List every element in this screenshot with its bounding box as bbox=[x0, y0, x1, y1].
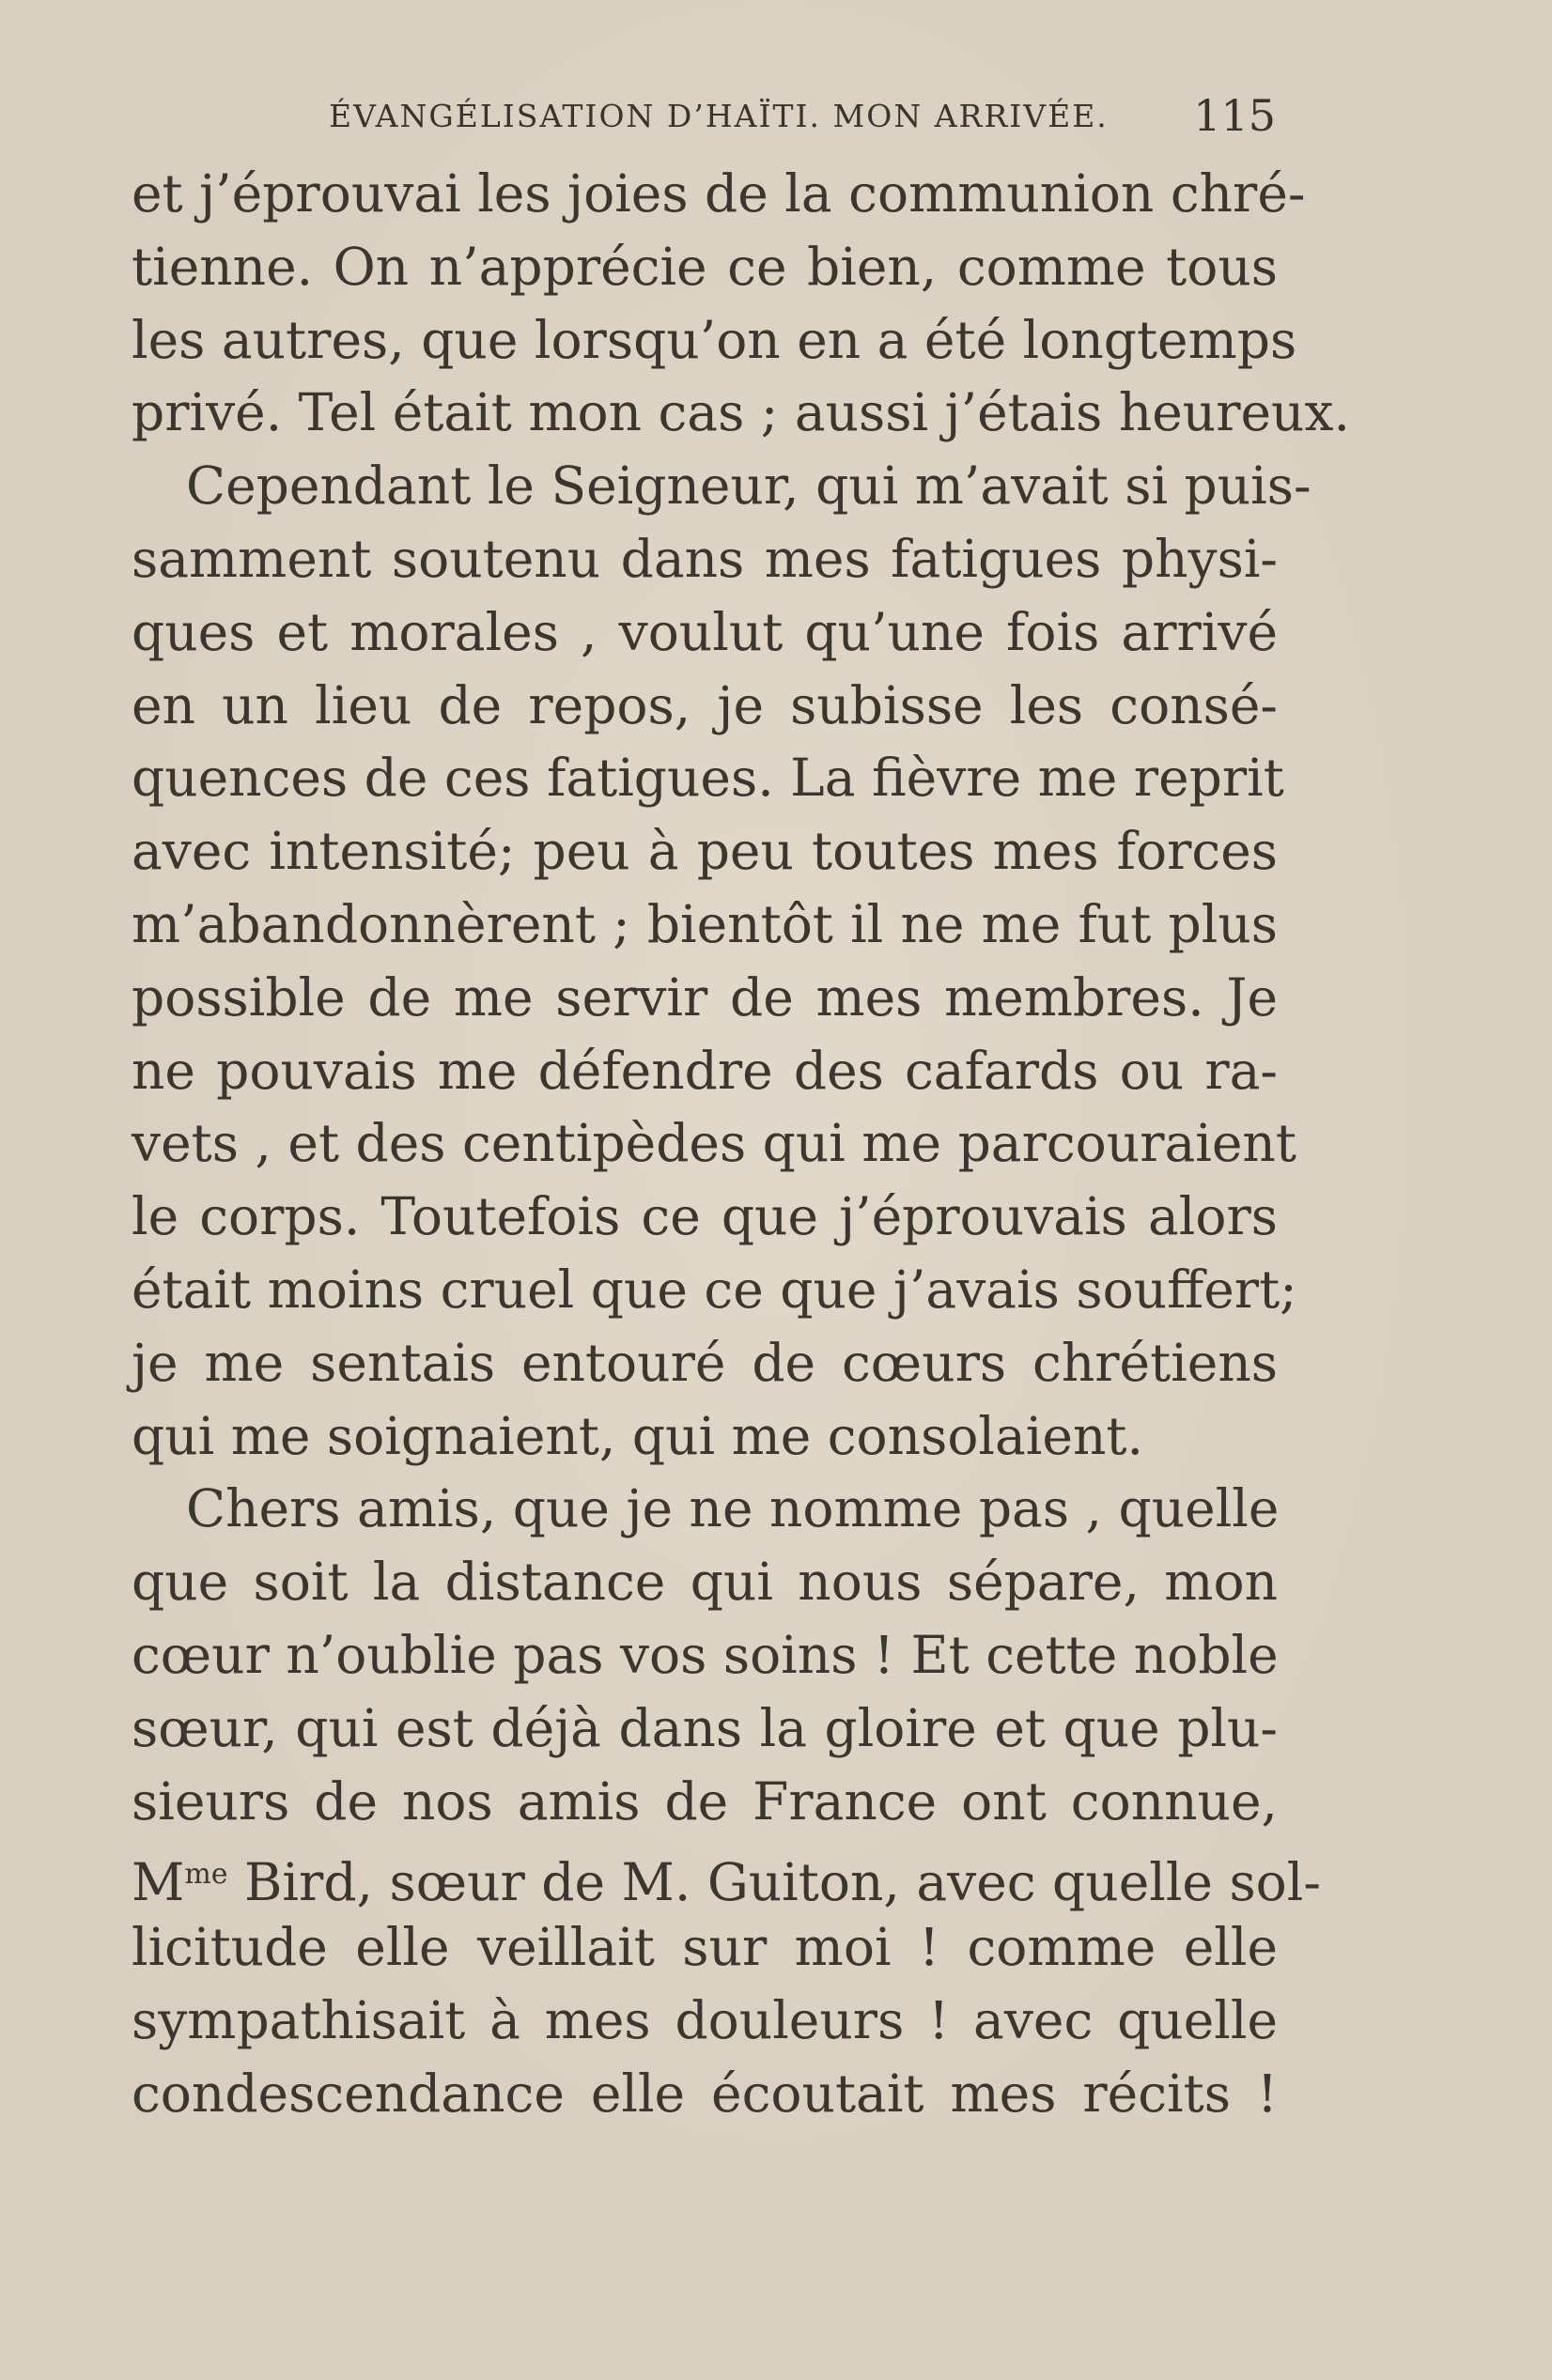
text-line: je me sentais entouré de cœurs chrétiens bbox=[132, 1332, 1278, 1393]
text-line: les autres, que lorsqu’on en a été longtemps bbox=[132, 309, 1297, 370]
text-line: ques et morales , voulut qu’une fois arrivé bbox=[132, 601, 1278, 662]
abbrev-superscript: me bbox=[184, 1858, 228, 1892]
text-line: possible de me servir de mes membres. Je bbox=[132, 966, 1278, 1028]
text-line: tienne. On n’apprécie ce bien, comme tous bbox=[132, 236, 1278, 297]
text-line: et j’éprouvai les joies de la communion chré- bbox=[132, 163, 1306, 224]
text-line: samment soutenu dans mes fatigues physi- bbox=[132, 528, 1278, 589]
text-line: ne pouvais me défendre des cafards ou ra- bbox=[132, 1040, 1278, 1101]
text-line: que soit la distance qui nous sépare, mon bbox=[132, 1552, 1278, 1613]
text-line: sieurs de nos amis de France ont connue, bbox=[132, 1770, 1278, 1831]
page-header bbox=[133, 90, 1276, 156]
body-text bbox=[132, 158, 1350, 2131]
text-line: cœur n’oublie pas vos soins ! Et cette noble bbox=[132, 1624, 1279, 1685]
abbrev-m: M bbox=[132, 1852, 185, 1913]
paragraph-start-line: Chers amis, que je ne nomme pas , quelle bbox=[186, 1478, 1280, 1539]
paragraph-end-line: qui me soignaient, qui me consolaient. bbox=[132, 1405, 1143, 1466]
text-line: était moins cruel que ce que j’avais souffert; bbox=[132, 1259, 1297, 1320]
text-line: le corps. Toutefois ce que j’éprouvais alors bbox=[132, 1186, 1278, 1247]
page-number: 115 bbox=[1193, 90, 1276, 141]
paragraph-end-line: privé. Tel était mon cas ; aussi j’étais heureux. bbox=[132, 382, 1350, 443]
text-line: licitude elle veillait sur moi ! comme elle bbox=[132, 1917, 1278, 1978]
text-line: sœur, qui est déjà dans la gloire et que plu- bbox=[132, 1697, 1278, 1758]
paragraph-start-line: Cependant le Seigneur, qui m’avait si puis- bbox=[186, 456, 1311, 517]
text-line: quences de ces fatigues. La fièvre me reprit bbox=[132, 748, 1284, 809]
text-line: vets , et des centipèdes qui me parcouraient bbox=[132, 1113, 1296, 1174]
running-head: ÉVANGÉLISATION D’HAÏTI. MON ARRIVÉE. bbox=[329, 98, 1109, 134]
text-line-abbrev bbox=[132, 1838, 1321, 1913]
text-line: sympathisait à mes douleurs ! avec quelle bbox=[132, 1989, 1278, 2050]
text-line: avec intensité; peu à peu toutes mes forces bbox=[132, 821, 1278, 882]
text-line: m’abandonnèrent ; bientôt il ne me fut plus bbox=[132, 893, 1278, 954]
text-line: condescendance elle écoutait mes récits ! bbox=[132, 2063, 1278, 2124]
text-line-rest: Bird, sœur de M. Guiton, avec quelle sol- bbox=[244, 1852, 1321, 1913]
text-line: en un lieu de repos, je subisse les consé- bbox=[132, 674, 1278, 735]
